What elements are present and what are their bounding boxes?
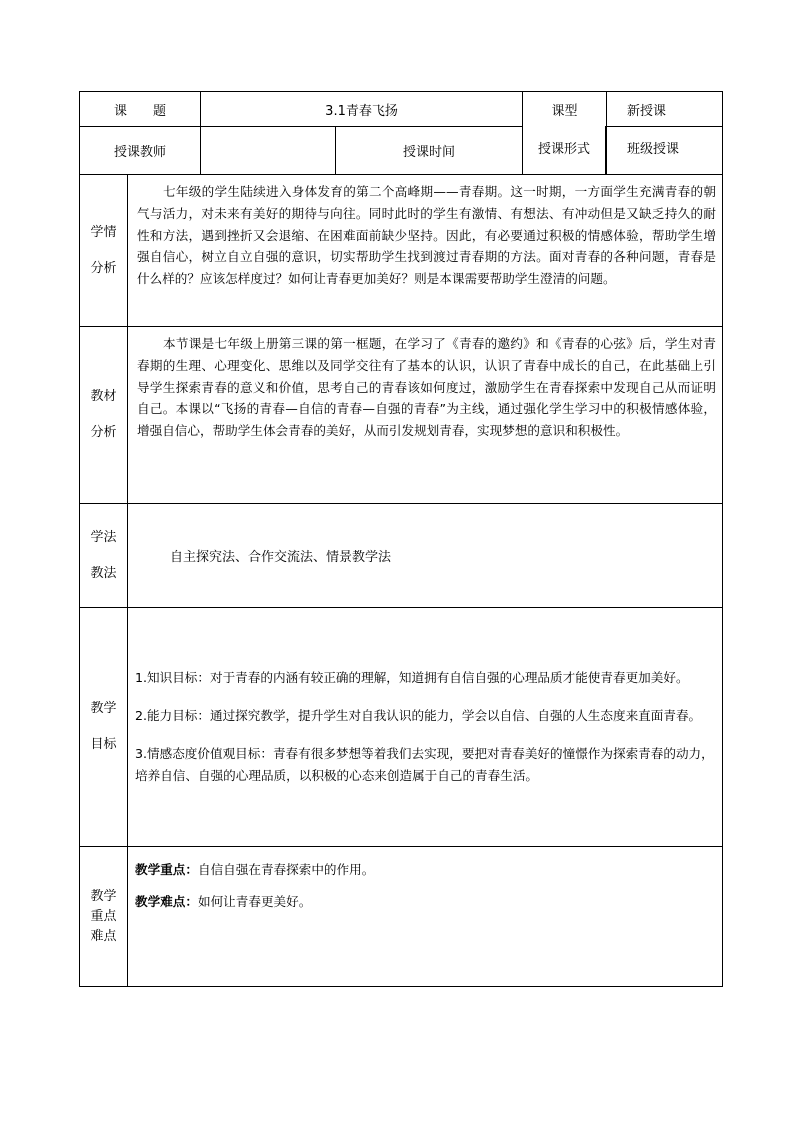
key-point-label: 教学重点： <box>135 862 198 877</box>
method-label-line2: 教法 <box>90 565 117 581</box>
row-learner-analysis <box>80 175 723 327</box>
row-goals <box>80 608 723 847</box>
method-label <box>80 504 128 608</box>
method-label-line1: 学法 <box>90 529 117 545</box>
goals-label-line1: 教学 <box>90 701 117 716</box>
topic-value: 3.1青春飞扬 <box>201 92 523 127</box>
material-analysis-text: 本节课是七年级上册第三课的第一框题，在学习了《青春的邀约》和《青春的心弦》后，学生对青春期的生理、心理变化、思维以及同学交往有了基本的认识，认识了青春中成长的自己，在此基础上引导学生探索青春的意义和价值，思考自己的青春该如何度过，激励学生在青春探索中发现自己从而证明自己。本课以“飞扬的青春—自信的青春—自强的青春”为主线，通过强化学生学习中的积极情感体验，增强自信心，帮助学生体会青春的美好，从而引发规划青春，实现梦想的意识和积极性。 <box>128 327 723 504</box>
row-focus <box>80 847 723 987</box>
goal-ability: 2.能力目标：通过探究教学，提升学生对自我认识的能力，学会以自信、自强的人生态度来直面青春。 <box>135 708 702 724</box>
row-material-analysis <box>80 327 723 504</box>
learner-label-line1: 学情 <box>90 224 117 240</box>
difficult-point-text: 如何让青春更美好。 <box>197 893 312 909</box>
material-analysis-label <box>80 327 128 504</box>
goals-label <box>80 608 128 847</box>
teacher-value <box>201 127 336 175</box>
lesson-plan-table <box>79 91 723 987</box>
material-label-line2: 分析 <box>90 425 117 440</box>
time-label: 授课时间 <box>336 127 523 175</box>
difficult-point-label: 教学难点： <box>135 893 198 909</box>
goals-label-line2: 目标 <box>90 737 117 752</box>
form-value: 班级授课 <box>627 142 680 157</box>
goals-text <box>128 608 723 847</box>
method-text: 自主探究法、合作交流法、情景教学法 <box>128 504 723 608</box>
key-point <box>135 859 717 881</box>
learner-analysis-label <box>80 175 128 327</box>
row-topic <box>80 92 723 127</box>
lesson-type-value: 新授课 <box>607 92 723 127</box>
focus-text <box>128 847 723 987</box>
goal-knowledge: 1.知识目标：对于青春的内涵有较正确的理解，知道拥有自信自强的心理品质才能使青春更加美好。 <box>135 670 689 686</box>
focus-label-line3: 难点 <box>90 928 117 944</box>
topic-label: 课 题 <box>80 92 201 127</box>
learner-analysis-text: 七年级的学生陆续进入身体发育的第二个高峰期——青春期。这一时期，一方面学生充满青春的朝气与活力，对未来有美好的期待与向往。同时此时的学生有激情、有想法、有冲动但是又缺乏持久的耐性和方法，遇到挫折又会退缩、在困难面前缺少坚持。因此，有必要通过积极的情感体验，帮助学生增强自信心，树立自立自强的意识，切实帮助学生找到渡过青春期的方法。面对青春的各种问题，青春是什么样的？应该怎样度过？如何让青春更加美好？则是本课需要帮助学生澄清的问题。 <box>128 175 723 327</box>
lesson-type-label: 课型 <box>523 92 607 127</box>
key-point-text: 自信自强在青春探索中的作用。 <box>197 862 375 877</box>
difficult-point <box>135 891 717 913</box>
form-label: 授课形式 <box>522 126 606 174</box>
row-method <box>80 504 723 608</box>
focus-label <box>80 847 128 987</box>
focus-label-line2: 重点 <box>90 908 117 924</box>
focus-label-line1: 教学 <box>90 888 117 904</box>
material-label-line1: 教材 <box>90 389 117 404</box>
learner-label-line2: 分析 <box>90 260 117 276</box>
goal-emotion: 3.情感态度价值观目标：青春有很多梦想等着我们去实现，要把对青春美好的憧憬作为探索青春的动力，培养自信、自强的心理品质，以积极的心态来创造属于自己的青春生活。 <box>135 746 714 783</box>
teacher-label: 授课教师 <box>80 127 201 175</box>
